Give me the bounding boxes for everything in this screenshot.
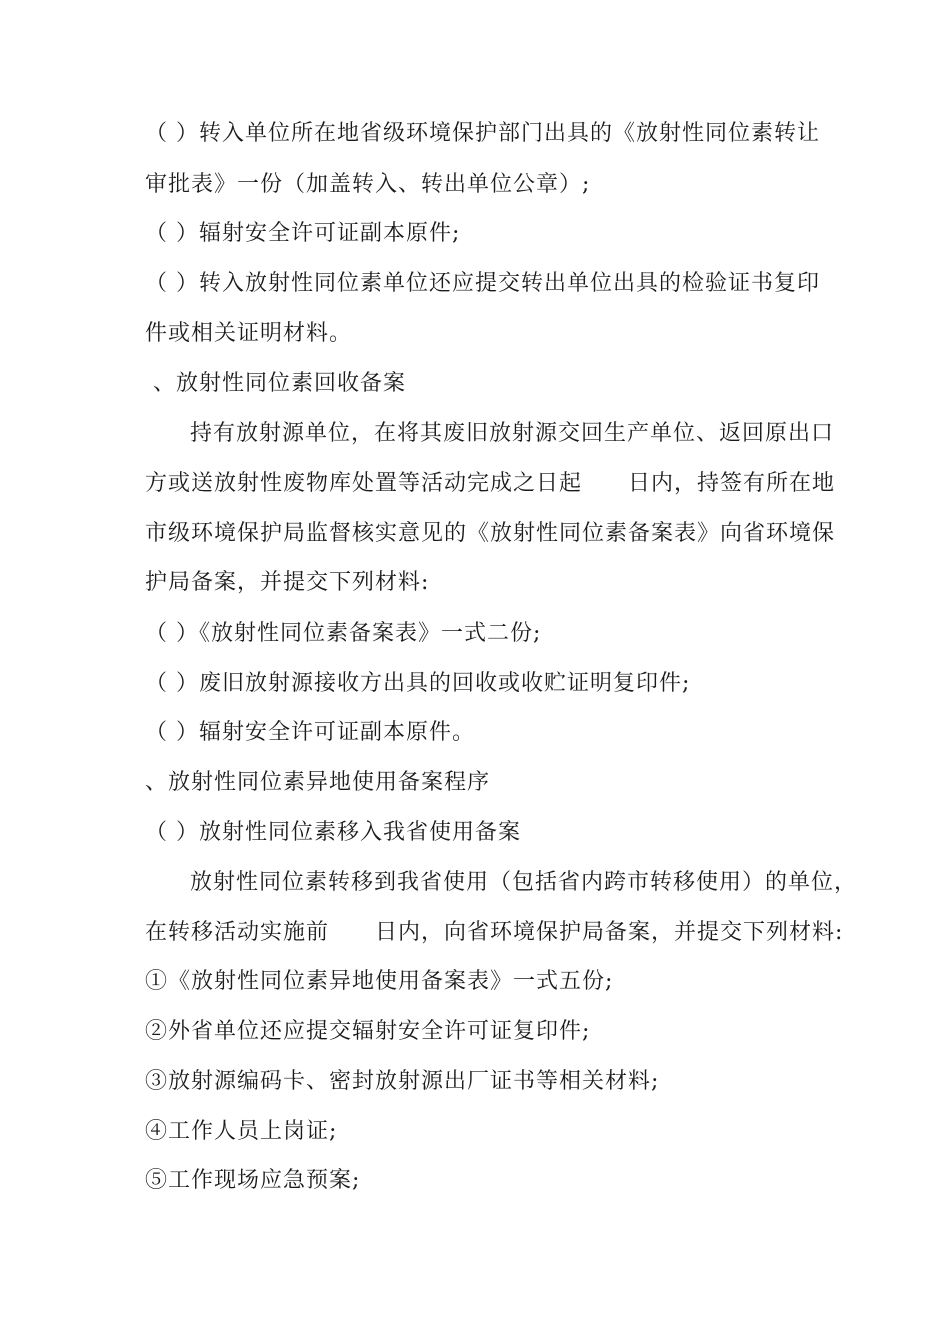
text-line-10: 护局备案，并提交下列材料: [145, 570, 430, 595]
text-line-17: 在转移活动实施前 日内，向省环境保护局备案，并提交下列材料: [145, 920, 844, 945]
text-line-11: （ ）《放射性同位素备案表》一式二份; [145, 621, 542, 646]
text-line-20: ③放射源编码卡、密封放射源出厂证书等相关材料; [145, 1069, 660, 1094]
text-line-8: 方或送放射性废物库处置等活动完成之日起 日内，持签有所在地 [145, 471, 836, 496]
text-line-5: 件或相关证明材料。 [145, 321, 353, 346]
section-heading-offsite-use: 、放射性同位素异地使用备案程序 [145, 770, 491, 795]
text-line-2: 审批表》一份（加盖转入、转出单位公章）; [145, 172, 591, 197]
text-line-16: 放射性同位素转移到我省使用（包括省内跨市转移使用）的单位， [190, 870, 858, 895]
text-line-7: 持有放射源单位，在将其废旧放射源交回生产单位、返回原出口 [190, 421, 835, 446]
text-line-18: ①《放射性同位素异地使用备案表》一式五份; [145, 969, 614, 994]
text-line-4: （ ）转入放射性同位素单位还应提交转出单位出具的检验证书复印 [145, 271, 820, 296]
section-heading-recycle: 、放射性同位素回收备案 [145, 371, 406, 396]
text-line-9: 市级环境保护局监督核实意见的《放射性同位素备案表》向省环境保 [145, 521, 836, 546]
text-line-12: （ ）废旧放射源接收方出具的回收或收贮证明复印件; [145, 671, 691, 696]
text-line-22: ⑤工作现场应急预案; [145, 1168, 361, 1193]
text-line-1: （ ）转入单位所在地省级环境保护部门出具的《放射性同位素转让 [145, 121, 820, 146]
text-line-19: ②外省单位还应提交辐射安全许可证复印件; [145, 1019, 591, 1044]
text-line-3: （ ）辐射安全许可证副本原件; [145, 221, 461, 246]
subsection-heading: （ ）放射性同位素移入我省使用备案 [145, 820, 521, 845]
text-line-21: ④工作人员上岗证; [145, 1119, 338, 1144]
text-line-13: （ ）辐射安全许可证副本原件。 [145, 720, 475, 745]
